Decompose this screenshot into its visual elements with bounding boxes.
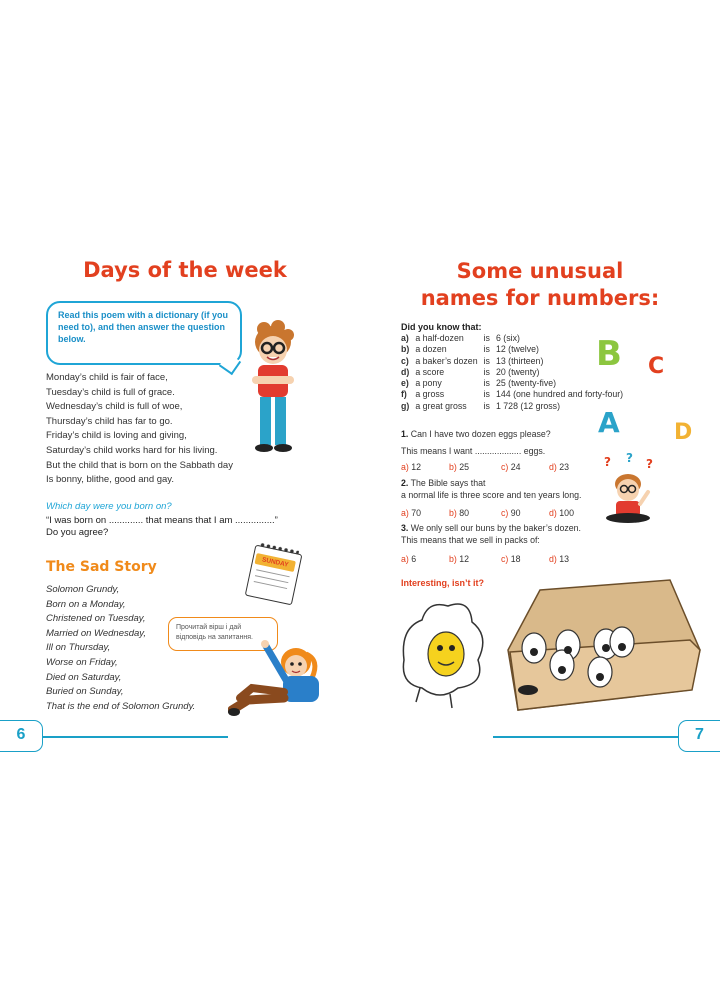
poem-line: Christened on Tuesday, bbox=[46, 613, 146, 625]
poem-line: But the child that is born on the Sabbath day bbox=[46, 459, 233, 471]
item-value: 6 (six) bbox=[495, 333, 520, 343]
item-is: is bbox=[483, 333, 490, 343]
item-is: is bbox=[483, 366, 490, 377]
option[interactable]: a) 70 bbox=[401, 508, 422, 518]
page-divider-line bbox=[43, 736, 228, 738]
item-is: is bbox=[483, 355, 490, 366]
letter-c-icon: C bbox=[648, 354, 665, 379]
item-name: a dozen bbox=[415, 344, 447, 355]
list-item bbox=[401, 344, 629, 355]
question-1 bbox=[401, 429, 551, 457]
question-prompt: The Bible says that bbox=[410, 478, 486, 488]
poem-line: Wednesday’s child is full of woe, bbox=[46, 401, 183, 413]
number-names-list bbox=[401, 333, 629, 412]
page-number-left bbox=[0, 720, 43, 752]
list-item bbox=[401, 356, 629, 367]
list-item bbox=[401, 389, 629, 400]
boy-with-glasses-illustration bbox=[238, 318, 308, 463]
question-number: 2. bbox=[401, 478, 409, 488]
poem-line: Worse on Friday, bbox=[46, 656, 118, 668]
item-value: 144 (one hundred and forty-four) bbox=[495, 389, 624, 400]
item-value: 20 (twenty) bbox=[495, 366, 540, 377]
item-name: a baker’s dozen bbox=[415, 355, 478, 366]
option[interactable]: a) 12 bbox=[401, 462, 422, 472]
question-number: 1. bbox=[401, 429, 409, 439]
svg-text:?: ? bbox=[626, 452, 633, 465]
poem-line: Ill on Thursday, bbox=[46, 642, 111, 654]
page-number-right bbox=[678, 720, 720, 752]
poem-line: Monday’s child is fair of face, bbox=[46, 372, 168, 383]
item-name: a great gross bbox=[415, 400, 467, 411]
item-name: a half-dozen bbox=[415, 333, 464, 343]
page-number-text: 7 bbox=[695, 726, 704, 743]
list-item bbox=[401, 401, 629, 412]
question-number: 3. bbox=[401, 523, 409, 533]
option[interactable]: d) 100 bbox=[549, 508, 574, 518]
item-is: is bbox=[483, 400, 490, 411]
poem-line: Saturday’s child works hard for his living. bbox=[46, 444, 218, 456]
title-line: Some unusual bbox=[456, 259, 624, 283]
question-text bbox=[401, 478, 581, 490]
question-text bbox=[401, 523, 581, 535]
ukrainian-instruction-bubble: Прочитай вірш і дай відповідь на запитання. bbox=[168, 617, 278, 651]
option[interactable]: d) 23 bbox=[549, 462, 570, 472]
list-item bbox=[401, 378, 629, 389]
page-title-numbers bbox=[415, 258, 665, 312]
question-line: a normal life is three score and ten years long. bbox=[401, 489, 582, 500]
option[interactable]: b) 80 bbox=[449, 508, 470, 518]
list-item bbox=[401, 367, 629, 378]
calendar-icon bbox=[245, 541, 304, 606]
item-name: a gross bbox=[415, 389, 445, 400]
option[interactable]: a) 6 bbox=[401, 554, 417, 564]
item-is: is bbox=[483, 378, 490, 389]
option[interactable]: d) 13 bbox=[549, 554, 570, 564]
letter-d-icon: D bbox=[674, 420, 693, 445]
question-text bbox=[401, 429, 551, 441]
page-title-days: Days of the week bbox=[83, 258, 287, 282]
question-line: This means I want ................... eggs. bbox=[401, 445, 546, 456]
item-is: is bbox=[483, 389, 490, 400]
svg-text:?: ? bbox=[604, 455, 611, 469]
item-letter: f) bbox=[401, 389, 407, 400]
question-prompt: We only sell our buns by the baker’s dozen. bbox=[410, 523, 581, 533]
title-line: names for numbers: bbox=[420, 286, 660, 310]
interesting-note: Interesting, isn’t it? bbox=[401, 578, 485, 588]
letter-a-icon: A bbox=[598, 406, 620, 439]
option[interactable]: c) 24 bbox=[501, 462, 521, 472]
item-letter: b) bbox=[401, 344, 410, 355]
poem-line: Friday’s child is loving and giving, bbox=[46, 430, 187, 442]
poem-monday bbox=[46, 371, 233, 488]
question-1-options bbox=[401, 462, 601, 474]
poem-line: Married on Wednesday, bbox=[46, 627, 146, 639]
birth-day-question: Which day were you born on? bbox=[46, 501, 172, 512]
page-divider-line bbox=[493, 736, 678, 738]
option[interactable]: c) 90 bbox=[501, 508, 521, 518]
item-value: 12 (twelve) bbox=[495, 344, 539, 355]
poem-line: Born on a Monday, bbox=[46, 598, 126, 610]
item-value: 25 (twenty-five) bbox=[495, 378, 557, 389]
list-item bbox=[401, 333, 629, 344]
option[interactable]: b) 25 bbox=[449, 462, 470, 472]
calendar-label: SUNDAY bbox=[254, 553, 295, 572]
question-prompt: Can I have two dozen eggs please? bbox=[410, 429, 551, 439]
item-value: 13 (thirteen) bbox=[495, 355, 544, 366]
answer-lines bbox=[46, 515, 278, 539]
girl-lying-illustration bbox=[228, 640, 340, 722]
question-3 bbox=[401, 523, 581, 546]
option[interactable]: c) 18 bbox=[501, 554, 521, 564]
thinking-boy-illustration bbox=[596, 452, 664, 524]
item-letter: e) bbox=[401, 378, 409, 389]
item-letter: d) bbox=[401, 366, 410, 377]
item-value: 1 728 (12 gross) bbox=[495, 400, 561, 411]
item-name: a score bbox=[415, 366, 445, 377]
question-3-options bbox=[401, 554, 601, 566]
item-is: is bbox=[483, 344, 490, 355]
question-2-options bbox=[401, 508, 601, 520]
poem-line: That is the end of Solomon Grundy. bbox=[46, 700, 196, 712]
sad-story-title: The Sad Story bbox=[46, 559, 157, 575]
did-you-know-heading: Did you know that: bbox=[401, 322, 482, 332]
question-line: This means that we sell in packs of: bbox=[401, 534, 540, 545]
egg-carton-illustration bbox=[400, 570, 705, 720]
instruction-bubble: Read this poem with a dictionary (if you need to), and then answer the question below. bbox=[46, 301, 242, 365]
poem-line: Died on Saturday, bbox=[46, 671, 122, 683]
poem-line: Thursday’s child has far to go. bbox=[46, 415, 173, 427]
option[interactable]: b) 12 bbox=[449, 554, 470, 564]
question-2 bbox=[401, 478, 581, 501]
agree-question: Do you agree? bbox=[46, 527, 109, 538]
answer-line: “I was born on ............. that means that I am ...............” bbox=[46, 515, 278, 526]
item-name: a pony bbox=[415, 378, 442, 389]
svg-text:?: ? bbox=[646, 457, 653, 471]
poem-line: Buried on Sunday, bbox=[46, 686, 124, 698]
poem-line: Solomon Grundy, bbox=[46, 584, 120, 595]
item-letter: a) bbox=[401, 333, 409, 343]
poem-line: Tuesday’s child is full of grace. bbox=[46, 386, 175, 398]
letter-b-icon: B bbox=[596, 334, 622, 374]
poem-line: Is bonny, blithe, good and gay. bbox=[46, 474, 174, 486]
page-number-text: 6 bbox=[16, 726, 26, 743]
item-letter: g) bbox=[401, 400, 410, 411]
item-letter: c) bbox=[401, 355, 409, 366]
